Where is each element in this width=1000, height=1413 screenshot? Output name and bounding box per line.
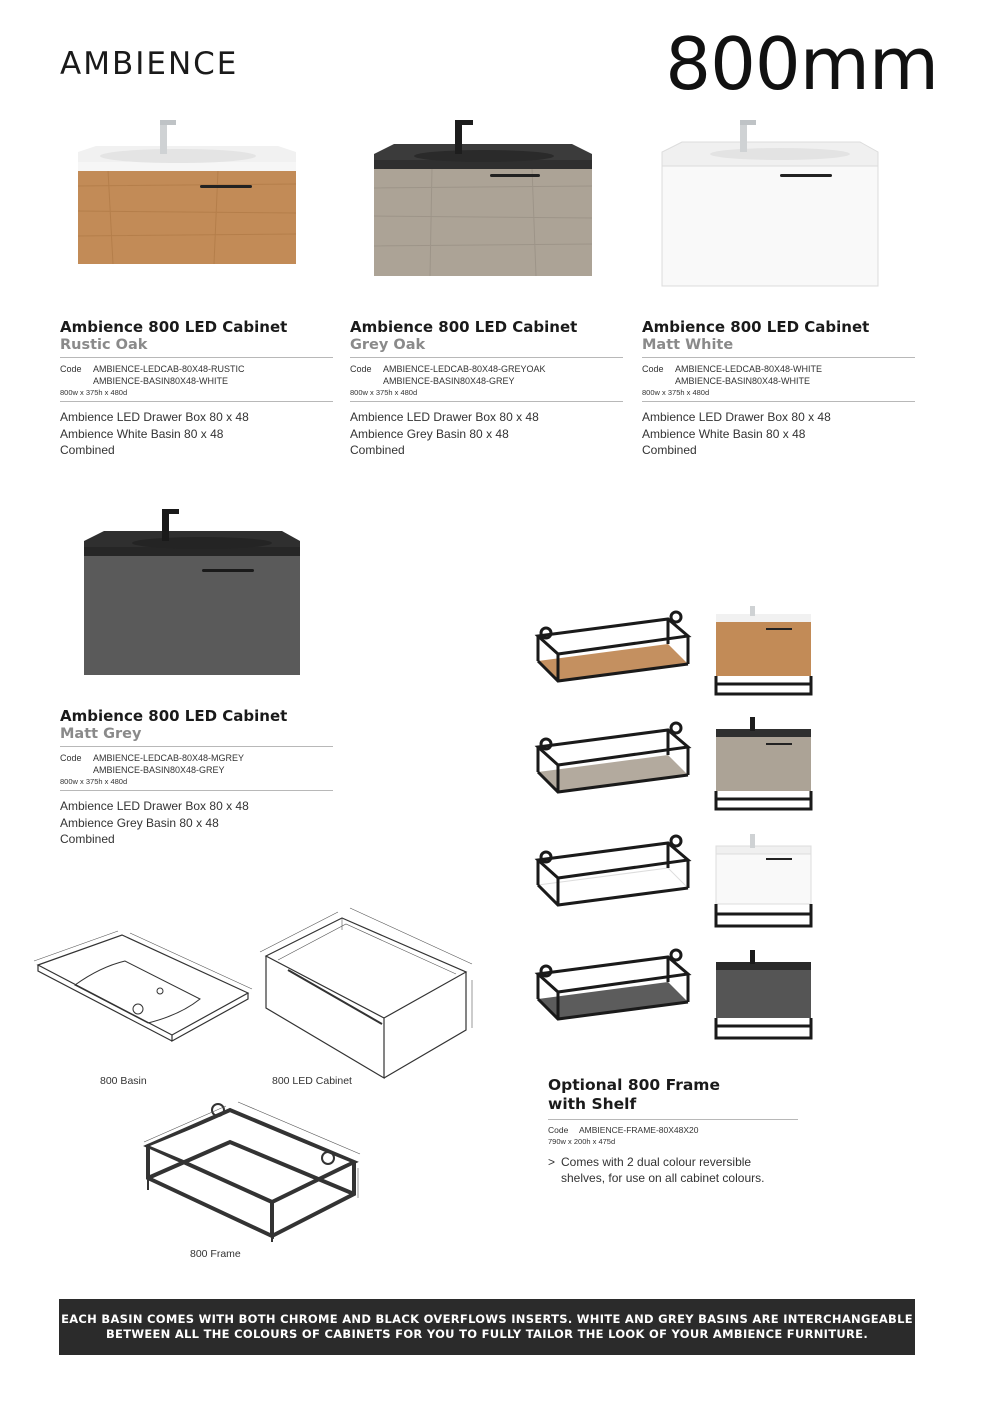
product-finish: Rustic Oak [60, 337, 148, 353]
product-code [350, 363, 623, 387]
banner-line: EACH BASIN COMES WITH BOTH CHROME AND BLACK OVERFLOWS INSERTS. WHITE AND GREY BASINS ARE INTERCHANGEABLE [61, 1312, 913, 1326]
product-dimensions: 800w x 375h x 480d [60, 388, 128, 397]
size-heading: 800mm [665, 22, 938, 106]
frame-note-line: Comes with 2 dual colour reversible [561, 1155, 752, 1169]
product-image-grey-oak [372, 116, 594, 278]
frame-drawing-caption: 800 Frame [190, 1248, 241, 1260]
product-code [60, 363, 333, 387]
product-card-grey-oak [350, 318, 623, 459]
product-description [350, 409, 623, 459]
product-title: Ambience 800 LED Cabinet [642, 318, 870, 336]
product-image-matt-white [660, 116, 882, 288]
product-description [60, 798, 333, 848]
desc-line: Ambience LED Drawer Box 80 x 48 [350, 410, 539, 424]
chevron-right-icon: > [548, 1155, 556, 1169]
code-label: Code [60, 753, 82, 763]
frame-option-card [548, 1076, 798, 1186]
code-label: Code [548, 1125, 569, 1135]
product-code [60, 752, 333, 776]
divider [350, 401, 623, 402]
frame-technical-drawing [138, 1098, 368, 1248]
product-dimensions: 800w x 375h x 480d [60, 777, 128, 786]
basin-drawing-caption: 800 Basin [100, 1075, 147, 1087]
divider [60, 401, 333, 402]
divider [642, 357, 915, 358]
product-title: Ambience 800 LED Cabinet [350, 318, 578, 336]
frame-option-title-line1: Optional 800 Frame [548, 1076, 720, 1094]
cabinet-drawing-caption: 800 LED Cabinet [272, 1075, 352, 1087]
code-label: Code [350, 364, 372, 374]
desc-line: Combined [642, 443, 697, 457]
desc-line: Combined [60, 832, 115, 846]
desc-line: Combined [60, 443, 115, 457]
divider [548, 1119, 798, 1120]
basin-technical-drawing [30, 915, 255, 1070]
product-card-matt-grey [60, 707, 333, 848]
desc-line: Combined [350, 443, 405, 457]
frame-code [548, 1125, 798, 1136]
product-title: Ambience 800 LED Cabinet [60, 707, 288, 725]
cabinet-code: AMBIENCE-LEDCAB-80X48-WHITE [675, 364, 823, 374]
product-finish: Grey Oak [350, 337, 426, 353]
frame-option-title-line2: with Shelf [548, 1095, 637, 1113]
desc-line: Ambience Grey Basin 80 x 48 [350, 426, 509, 441]
divider [60, 790, 333, 791]
frame-code-value: AMBIENCE-FRAME-80X48X20 [579, 1125, 699, 1135]
product-image-matt-grey [82, 505, 304, 677]
desc-line: Ambience LED Drawer Box 80 x 48 [60, 410, 249, 424]
product-finish: Matt Grey [60, 726, 142, 742]
frame-note [548, 1154, 798, 1186]
frame-combo-matt-white [528, 830, 818, 935]
brand-title: AMBIENCE [60, 46, 239, 82]
frame-note-line: shelves, for use on all cabinet colours. [561, 1171, 765, 1185]
divider [350, 357, 623, 358]
code-label: Code [60, 364, 82, 374]
frame-combo-matt-grey [528, 944, 818, 1049]
basin-code: AMBIENCE-BASIN80X48-WHITE [675, 376, 811, 386]
desc-line: Ambience Grey Basin 80 x 48 [60, 815, 219, 830]
divider [60, 357, 333, 358]
cabinet-code: AMBIENCE-LEDCAB-80X48-MGREY [93, 753, 245, 763]
desc-line: Ambience LED Drawer Box 80 x 48 [642, 410, 831, 424]
product-description [642, 409, 915, 459]
cabinet-code: AMBIENCE-LEDCAB-80X48-GREYOAK [383, 364, 546, 374]
product-title: Ambience 800 LED Cabinet [60, 318, 288, 336]
cabinet-technical-drawing [258, 898, 478, 1088]
basin-code: AMBIENCE-BASIN80X48-WHITE [93, 376, 229, 386]
basin-code: AMBIENCE-BASIN80X48-GREY [383, 376, 515, 386]
desc-line: Ambience White Basin 80 x 48 [60, 426, 224, 441]
product-card-matt-white [642, 318, 915, 459]
product-image-rustic-oak [78, 116, 298, 266]
frame-combo-grey-oak [528, 717, 818, 822]
banner-line: BETWEEN ALL THE COLOURS OF CABINETS FOR YOU TO FULLY TAILOR THE LOOK OF YOUR AMBIENCE FURNITURE. [105, 1327, 869, 1341]
product-description [60, 409, 333, 459]
product-finish: Matt White [642, 337, 734, 353]
cabinet-code: AMBIENCE-LEDCAB-80X48-RUSTIC [93, 364, 245, 374]
frame-dimensions: 790w x 200h x 475d [548, 1137, 616, 1146]
desc-line: Ambience White Basin 80 x 48 [642, 426, 806, 441]
product-dimensions: 800w x 375h x 480d [350, 388, 418, 397]
basin-code: AMBIENCE-BASIN80X48-GREY [93, 765, 225, 775]
product-code [642, 363, 915, 387]
frame-combo-rustic-oak [528, 606, 818, 711]
code-label: Code [642, 364, 664, 374]
info-banner [59, 1299, 915, 1355]
divider [60, 746, 333, 747]
product-card-rustic-oak [60, 318, 333, 459]
divider [642, 401, 915, 402]
desc-line: Ambience LED Drawer Box 80 x 48 [60, 799, 249, 813]
product-dimensions: 800w x 375h x 480d [642, 388, 710, 397]
